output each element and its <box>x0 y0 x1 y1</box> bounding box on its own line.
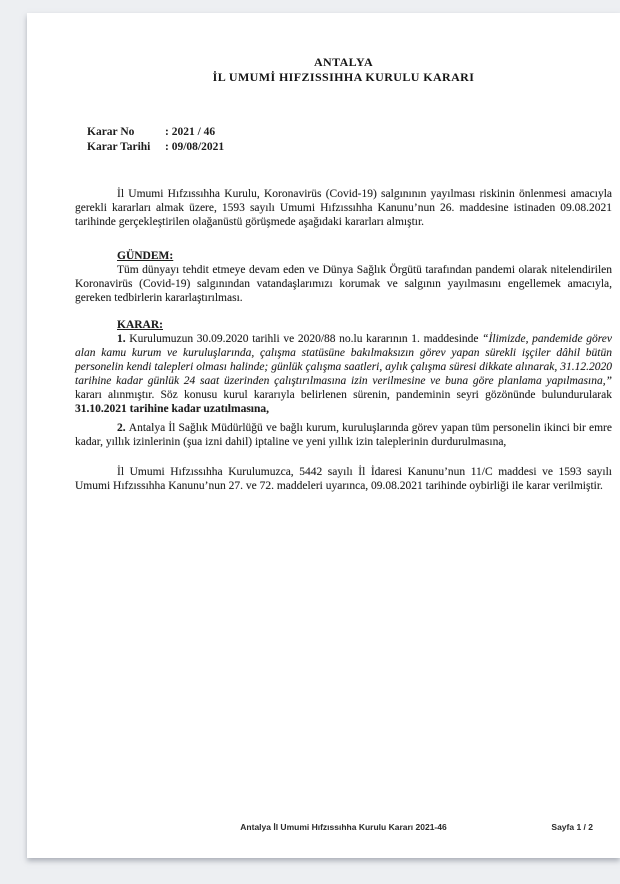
document-page <box>27 13 620 858</box>
karar-item-1-number: 1. <box>117 333 130 345</box>
closing-paragraph: İl Umumi Hıfzıssıhha Kurulumuzca, 5442 sayılı İl İdaresi Kanunu’nun 11/C maddesi ve 1593 sayılı Umumi Hıfzıssıhha Kanunu’nun 27. ve 72. maddeleri uyarınca, 09.08.2021 tarihinde oybirliği ile karar verilmiştir. <box>75 466 612 492</box>
karar-item-1-bold-tail: 31.10.2021 tarihine kadar uzatılmasına, <box>75 403 270 415</box>
document-header <box>75 13 612 85</box>
decision-date-label: Karar Tarihi <box>87 140 151 153</box>
gundem-heading: GÜNDEM: <box>117 250 174 262</box>
footer-title: Antalya İl Umumi Hıfzıssıhha Kurulu Kararı 2021-46 <box>240 822 447 832</box>
karar-item-2 <box>75 421 612 449</box>
intro-paragraph: İl Umumi Hıfzıssıhha Kurulu, Koronavirüs (Covid-19) salgınının yayılması riskinin önlenmesi amacıyla gerekli kararları almak üzere, 1593 sayılı Umumi Hıfzıssıhha Kanunu’nun 26. maddesine istinaden 09.08.2021 tarihinde gerçekleştirilen olağanüstü görüşmede aşağıdaki kararları almıştır. <box>75 188 612 228</box>
page-footer <box>75 822 612 832</box>
decision-meta <box>75 125 612 154</box>
footer-page-number: Sayfa 1 / 2 <box>551 822 593 832</box>
karar-item-1 <box>75 332 612 416</box>
karar-item-1-quote: “İlimizde, pandemide görev alan kamu kurum ve kuruluşlarında, çalışma statüsüne bakılmaksızın görev yapan sürekli işçiler dâhil bütün personelin kendi talepleri olması halinde; günlük çalışma saatleri, aylık çalışma süresi dikkate alınarak, 31.12.2020 tarihine kadar günlük 24 saat üzerinden çalıştırılmasına izin verilmesine ve buna göre planlama yapılmasına,” <box>75 333 612 387</box>
karar-item-1-text: Kurulumuzun 30.09.2020 tarihli ve 2020/88 no.lu kararının 1. maddesinde <box>129 333 483 345</box>
karar-heading: KARAR: <box>117 319 163 331</box>
karar-item-1-text-after: kararı alınmıştır. Söz konusu kurul kararıyla belirlenen sürenin, pandeminin seyri gözönünde bulundurularak <box>75 389 612 401</box>
gundem-paragraph: Tüm dünyayı tehdit etmeye devam eden ve Dünya Sağlık Örgütü tarafından pandemi olarak nitelendirilen Koronavirüs (Covid-19) salgınından vatandaşlarımızı korumak ve salgının yayılmasını engellemek amacıyla, gereken tedbirlerin kararlaştırılması. <box>75 264 612 304</box>
decision-date-row <box>87 140 612 155</box>
doc-title: ANTALYA <box>313 55 374 69</box>
doc-subtitle: İL UMUMİ HIFZISSIHHA KURULU KARARI <box>212 70 475 84</box>
karar-item-2-text: Antalya İl Sağlık Müdürlüğü ve bağlı kurum, kuruluşlarında görev yapan tüm personelin ikinci bir emre kadar, yıllık izinlerinin (şua izni dahil) iptaline ve yeni yıllık izin taleplerinin durdurulmasına, <box>75 422 612 448</box>
decision-number-value: : 2021 / 46 <box>165 126 216 138</box>
karar-item-2-number: 2. <box>117 422 129 434</box>
decision-number-label: Karar No <box>87 126 135 138</box>
decision-date-value: : 09/08/2021 <box>165 140 225 153</box>
decision-number-row <box>87 125 612 140</box>
